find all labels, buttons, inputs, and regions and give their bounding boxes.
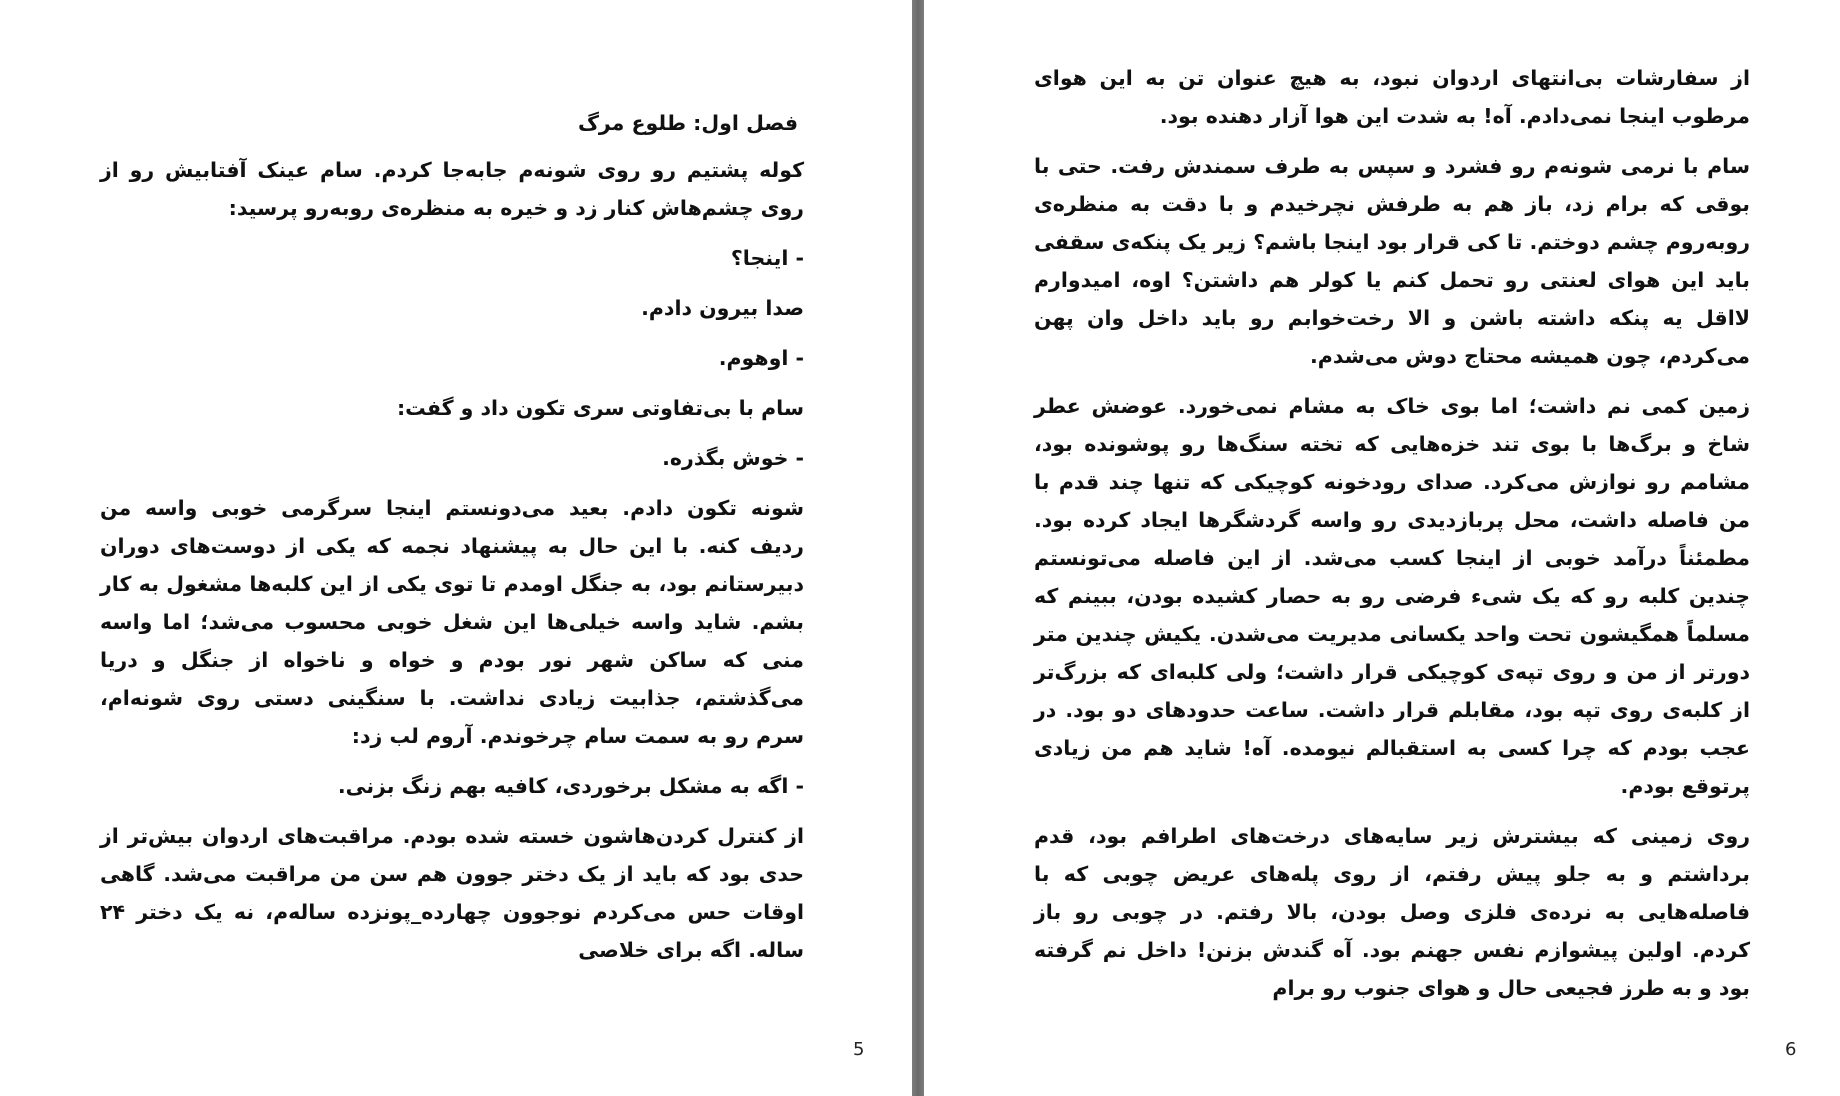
paragraph: شونه تکون دادم. بعید می‌دونستم اینجا سرگرمی خوبی واسه من ردیف کنه. با این حال به پیشنهاد نجمه که یکی از دوست‌های دوران دبیرستانم بود، به جنگل اومدم تا توی یکی از این کلبه‌ها مشغول به کار بشم. شاید واسه خیلی‌ها این شغل خوبی محسوب می‌شد؛ اما واسه منی که ساکن شهر نور بودم و خواه و ناخواه از جنگل و دریا می‌گذشتم، جذابیت زیادی نداشت. با سنگینی دستی روی شونه‌ام، سرم رو به سمت سام چرخوندم. آروم لب زد: bbox=[100, 496, 804, 748]
right-page-text bbox=[1034, 59, 1750, 1019]
paragraph: سام با نرمی شونه‌م رو فشرد و سپس به طرف سمندش رفت. حتی با بوقی که برام زد، باز هم به طرفش نچرخیدم و با دقت به منظره‌ی روبه‌روم چشم دوختم. تا کی قرار بود اینجا باشم؟ زیر یک پنکه‌ی سقفی باید این هوای لعنتی رو تحمل کنم یا کولر هم داشتن؟ اوه، امیدوارم لااقل یه پنکه داشته باشن و الا رخت‌خوابم رو باید داخل وان پهن می‌کردم، چون همیشه محتاج دوش می‌شدم. bbox=[1034, 154, 1750, 368]
page-gutter bbox=[912, 0, 924, 1096]
paragraph: زمین کمی نم داشت؛ اما بوی خاک به مشام نمی‌خورد. عوضش عطر شاخ و برگ‌ها با بوی تند خزه‌هایی که تخته سنگ‌ها رو پوشونده بود، مشامم رو نوازش می‌کرد. صدای رودخونه کوچیکی که تنها چند قدم با من فاصله داشت، محل پربازدیدی رو واسه گردشگرها ایجاد کرده بود. مطمئناً درآمد خوبی از اینجا کسب می‌شد. از این فاصله می‌تونستم چندین کلبه رو که یک شیء فرضی رو به حصار کشیده بودن، ببینم که مسلماً همگیشون تحت واحد یکسانی مدیریت می‌شدن. یکیش چندین متر دورتر از من و روی تپه‌ی کوچیکی قرار داشت؛ ولی کلبه‌ای که بزرگ‌تر از کلبه‌ی روی تپه بود، مقابلم قرار داشت. ساعت حدودهای دو بود. در عجب بودم که چرا کسی به استقبالم نیومده. آه! شاید هم من زیادی پرتوقع بودم. bbox=[1034, 394, 1750, 798]
paragraph: کوله پشتیم رو روی شونه‌م جابه‌جا کردم. سام عینک آفتابیش رو از روی چشم‌هاش کنار زد و خیره به منظره‌ی روبه‌رو پرسید: bbox=[100, 158, 804, 220]
page-number: 5 bbox=[853, 1039, 865, 1060]
paragraph: - خوش بگذره. bbox=[662, 446, 804, 470]
paragraph: روی زمینی که بیشترش زیر سایه‌های درخت‌های اطرافم بود، قدم برداشتم و به جلو پیش رفتم، از روی پله‌های عریض چوبی که با فاصله‌هایی به نرده‌ی فلزی وصل بودن، بالا رفتم. در چوبی رو باز کردم. اولین پیشوازم نفس جهنم بود. آه گندش بزنن! داخل نم گرفته بود و به طرز فجیعی حال و هوای جنوب رو برام bbox=[1034, 824, 1750, 1000]
paragraph: - اگه به مشکل برخوردی، کافیه بهم زنگ بزنی. bbox=[337, 774, 804, 798]
right-page bbox=[924, 0, 1840, 1096]
paragraph: از کنترل کردن‌هاشون خسته شده بودم. مراقبت‌های اردوان بیش‌تر از حدی بود که باید از یک دختر جوون هم سن من مراقبت می‌شد. گاهی اوقات حس می‌کردم نوجوون چهارده_پونزده ساله‌م، نه یک دختر ۲۴ ساله. اگه برای خلاصی bbox=[100, 824, 804, 962]
paragraph: سام با بی‌تفاوتی سری تکون داد و گفت: bbox=[396, 396, 804, 420]
left-page bbox=[0, 0, 912, 1096]
paragraph: صدا بیرون دادم. bbox=[641, 296, 804, 320]
paragraph: - اینجا؟ bbox=[730, 246, 804, 270]
page-number: 6 bbox=[1785, 1039, 1797, 1060]
paragraph: - اوهوم. bbox=[718, 346, 804, 370]
left-page-text bbox=[100, 104, 804, 981]
paragraph: از سفارشات بی‌انتهای اردوان نبود، به هیچ عنوان تن به این هوای مرطوب اینجا نمی‌دادم. آه! به شدت این هوا آزار دهنده بود. bbox=[1034, 66, 1750, 128]
chapter-title: فصل اول: طلوع مرگ bbox=[577, 111, 798, 135]
